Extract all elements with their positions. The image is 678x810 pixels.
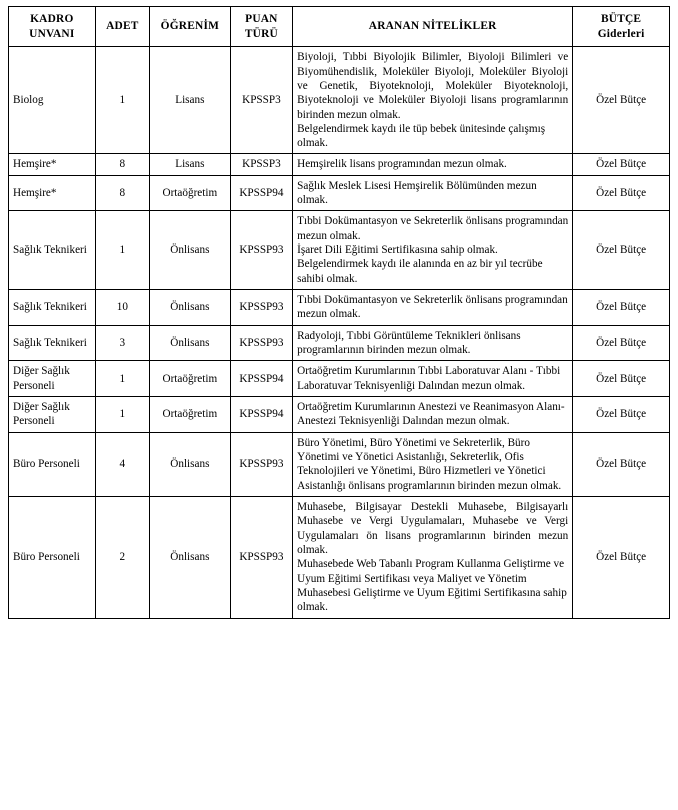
nitelik-paragraph: Ortaöğretim Kurumlarının Anestezi ve Reanimasyon Alanı-Anestezi Teknisyenliği Dalından mezun olmak. <box>297 401 565 428</box>
cell-aranan-nitelikler <box>293 175 573 211</box>
cell-butce-giderleri: Özel Bütçe <box>573 47 670 154</box>
table-row <box>9 361 670 397</box>
cell-ogrenim: Önlisans <box>150 211 231 290</box>
cell-puan-turu: KPSSP93 <box>230 325 292 361</box>
nitelik-paragraph: Tıbbi Dokümantasyon ve Sekreterlik önlisans programından mezun olmak. <box>297 294 568 321</box>
header-line-2: Giderleri <box>597 27 645 40</box>
header-line-2: TÜRÜ <box>244 27 278 40</box>
cell-butce-giderleri: Özel Bütçe <box>573 397 670 433</box>
nitelik-paragraph: Biyoloji, Tıbbi Biyolojik Bilimler, Biyoloji Bilimleri ve Biyomühendislik, Moleküler Biyoloji, Moleküler Biyoloji ve Genetik, Biyoteknoloji, Moleküler Biyoteknoloji, Biyoteknoloji ve Moleküler Biyoloji lisans programlarının birinden mezun olmak. <box>297 51 569 121</box>
cell-ogrenim: Önlisans <box>150 497 231 619</box>
column-header-ogrenim: ÖĞRENİM <box>150 7 231 47</box>
cell-aranan-nitelikler <box>293 47 573 154</box>
cell-ogrenim: Önlisans <box>150 325 231 361</box>
cell-aranan-nitelikler <box>293 325 573 361</box>
cell-kadro-unvani: Sağlık Teknikeri <box>9 211 96 290</box>
nitelik-paragraph: Muhasebe, Bilgisayar Destekli Muhasebe, Bilgisayarlı Muhasebe ve Vergi Uygulamaları, Muhasebe ve Vergi Uygulamaları ön lisans programlarının birinden mezun olmak. <box>297 501 569 557</box>
cell-aranan-nitelikler <box>293 397 573 433</box>
cell-adet: 4 <box>95 432 149 496</box>
column-header-adet: ADET <box>95 7 149 47</box>
cell-ogrenim: Ortaöğretim <box>150 361 231 397</box>
cell-butce-giderleri: Özel Bütçe <box>573 432 670 496</box>
table-row <box>9 497 670 619</box>
cell-kadro-unvani: Sağlık Teknikeri <box>9 290 96 326</box>
nitelik-paragraph: Sağlık Meslek Lisesi Hemşirelik Bölümünden mezun olmak. <box>297 179 537 207</box>
cell-ogrenim: Önlisans <box>150 432 231 496</box>
cell-ogrenim: Lisans <box>150 47 231 154</box>
cell-puan-turu: KPSSP94 <box>230 361 292 397</box>
header-line-2: UNVANI <box>29 27 75 40</box>
header-line-1: KADRO <box>30 13 74 25</box>
nitelik-paragraph: Ortaöğretim Kurumlarının Tıbbi Laboratuvar Alanı - Tıbbi Laboratuvar Teknisyenliği Dalından mezun olmak. <box>297 365 561 392</box>
cell-kadro-unvani: Büro Personeli <box>9 497 96 619</box>
cell-butce-giderleri: Özel Bütçe <box>573 175 670 211</box>
table-row <box>9 154 670 175</box>
table-row <box>9 47 670 154</box>
column-header-butce-giderleri <box>573 7 670 47</box>
cell-aranan-nitelikler <box>293 154 573 175</box>
column-header-kadro-unvani <box>9 7 96 47</box>
cell-adet: 8 <box>95 154 149 175</box>
nitelik-paragraph: İşaret Dili Eğitimi Sertifikasına sahip olmak. <box>297 244 498 257</box>
table-row <box>9 175 670 211</box>
cell-adet: 1 <box>95 361 149 397</box>
nitelik-paragraph: Hemşirelik lisans programından mezun olmak. <box>297 158 507 171</box>
cell-butce-giderleri: Özel Bütçe <box>573 211 670 290</box>
cell-ogrenim: Ortaöğretim <box>150 175 231 211</box>
cell-ogrenim: Ortaöğretim <box>150 397 231 433</box>
cell-aranan-nitelikler <box>293 432 573 496</box>
table-row <box>9 397 670 433</box>
cell-aranan-nitelikler <box>293 290 573 326</box>
cell-butce-giderleri: Özel Bütçe <box>573 325 670 361</box>
cell-adet: 1 <box>95 47 149 154</box>
table-header <box>9 7 670 47</box>
cell-puan-turu: KPSSP93 <box>230 290 292 326</box>
column-header-puan-turu <box>230 7 292 47</box>
table-row <box>9 432 670 496</box>
cell-puan-turu: KPSSP3 <box>230 154 292 175</box>
cell-puan-turu: KPSSP94 <box>230 397 292 433</box>
table-row <box>9 290 670 326</box>
kadro-table <box>8 6 670 619</box>
cell-puan-turu: KPSSP94 <box>230 175 292 211</box>
nitelik-paragraph: Tıbbi Dokümantasyon ve Sekreterlik önlisans programından mezun olmak. <box>297 215 569 242</box>
cell-kadro-unvani: Hemşire* <box>9 154 96 175</box>
nitelik-paragraph: Belgelendirmek kaydı ile alanında en az bir yıl tecrübe sahibi olmak. <box>297 258 543 285</box>
cell-ogrenim: Önlisans <box>150 290 231 326</box>
table-body <box>9 47 670 618</box>
cell-adet: 1 <box>95 397 149 433</box>
column-header-aranan-nitelikler: ARANAN NİTELİKLER <box>293 7 573 47</box>
cell-aranan-nitelikler <box>293 497 573 619</box>
cell-adet: 3 <box>95 325 149 361</box>
nitelik-paragraph: Radyoloji, Tıbbi Görüntüleme Teknikleri önlisans programlarının birinden mezun olmak. <box>297 329 521 357</box>
cell-adet: 8 <box>95 175 149 211</box>
cell-adet: 10 <box>95 290 149 326</box>
cell-butce-giderleri: Özel Bütçe <box>573 497 670 619</box>
cell-kadro-unvani: Biolog <box>9 47 96 154</box>
cell-aranan-nitelikler <box>293 361 573 397</box>
cell-butce-giderleri: Özel Bütçe <box>573 290 670 326</box>
cell-aranan-nitelikler <box>293 211 573 290</box>
cell-kadro-unvani: Büro Personeli <box>9 432 96 496</box>
table-row <box>9 325 670 361</box>
cell-puan-turu: KPSSP93 <box>230 497 292 619</box>
cell-puan-turu: KPSSP93 <box>230 211 292 290</box>
cell-puan-turu: KPSSP93 <box>230 432 292 496</box>
nitelik-paragraph: Muhasebede Web Tabanlı Program Kullanma Geliştirme ve Uyum Eğitimi Sertifikası veya Maliyet ve Yönetim Muhasebesi Geliştirme ve Uyum Eğitimi Sertifikasına sahip olmak. <box>297 558 567 614</box>
cell-butce-giderleri: Özel Bütçe <box>573 154 670 175</box>
cell-ogrenim: Lisans <box>150 154 231 175</box>
nitelik-paragraph: Büro Yönetimi, Büro Yönetimi ve Sekreterlik, Büro Yönetimi ve Yönetici Asistanlığı, Sekreterlik, Ofis Teknolojileri ve Yönetimi, Büro Hizmetleri ve Yönetici Asistanlığı önlisans programlarının birinden mezun olmak. <box>297 436 562 492</box>
cell-puan-turu: KPSSP3 <box>230 47 292 154</box>
header-line-1: BÜTÇE <box>600 13 642 25</box>
cell-kadro-unvani: Diğer Sağlık Personeli <box>9 361 96 397</box>
header-line-1: PUAN <box>245 13 278 25</box>
cell-kadro-unvani: Diğer Sağlık Personeli <box>9 397 96 433</box>
cell-kadro-unvani: Sağlık Teknikeri <box>9 325 96 361</box>
cell-butce-giderleri: Özel Bütçe <box>573 361 670 397</box>
cell-kadro-unvani: Hemşire* <box>9 175 96 211</box>
nitelik-paragraph: Belgelendirmek kaydı ile tüp bebek ünitesinde çalışmış olmak. <box>297 122 546 150</box>
table-header-row <box>9 7 670 47</box>
table-row <box>9 211 670 290</box>
cell-adet: 1 <box>95 211 149 290</box>
cell-adet: 2 <box>95 497 149 619</box>
